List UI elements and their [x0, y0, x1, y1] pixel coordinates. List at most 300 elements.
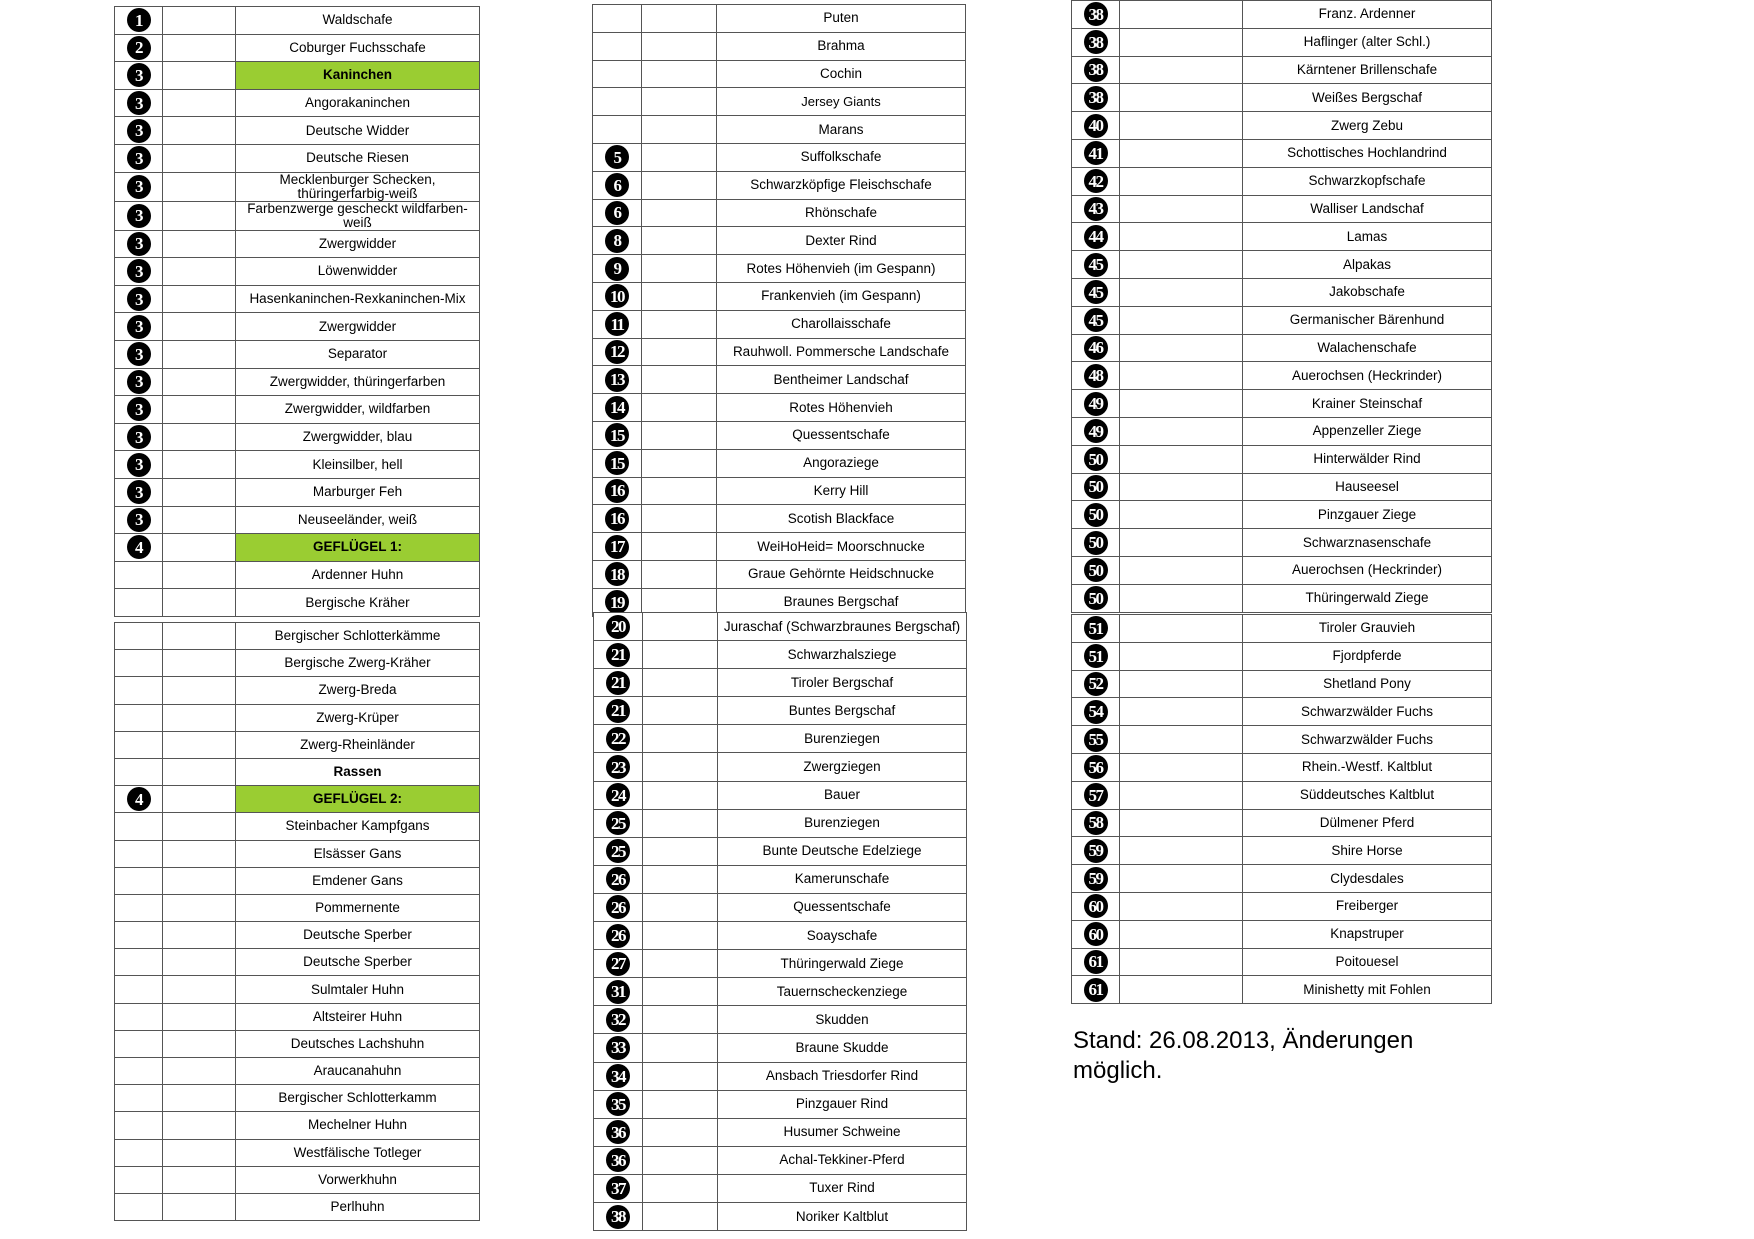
empty-cell — [1120, 948, 1243, 976]
empty-cell — [1120, 501, 1243, 529]
number-badge: 45 — [1084, 280, 1108, 304]
breed-name-cell: Ansbach Triesdorfer Rind — [718, 1062, 967, 1090]
number-cell — [115, 1030, 163, 1057]
empty-cell — [163, 1193, 236, 1220]
number-cell — [1072, 781, 1120, 809]
empty-cell — [1120, 28, 1243, 56]
empty-cell — [643, 1062, 718, 1090]
breed-name-cell: Altsteirer Huhn — [236, 1003, 480, 1030]
number-cell — [594, 781, 643, 809]
number-badge: 26 — [606, 924, 630, 948]
table-row — [115, 368, 480, 396]
breed-name-cell: Tiroler Bergschaf — [718, 669, 967, 697]
empty-cell — [1120, 809, 1243, 837]
table-row — [594, 669, 967, 697]
empty-cell — [642, 116, 717, 144]
number-badge: 50 — [1084, 558, 1108, 582]
number-badge: 18 — [605, 562, 629, 586]
number-badge: 17 — [605, 535, 629, 559]
breed-name-cell: Noriker Kaltblut — [718, 1202, 967, 1230]
empty-cell — [643, 950, 718, 978]
number-badge: 11 — [605, 312, 629, 336]
table-row — [115, 478, 480, 506]
number-badge: 36 — [606, 1148, 630, 1172]
empty-cell — [1120, 1, 1243, 29]
empty-cell — [643, 669, 718, 697]
breed-name-cell: Scotish Blackface — [717, 505, 966, 533]
empty-cell — [163, 1139, 236, 1166]
number-badge: 48 — [1084, 364, 1108, 388]
number-badge: 3 — [127, 370, 151, 394]
empty-cell — [1120, 473, 1243, 501]
table-row — [1072, 167, 1492, 195]
number-cell — [115, 840, 163, 867]
number-badge: 58 — [1084, 811, 1108, 835]
breed-name-cell: Deutsche Widder — [236, 117, 480, 145]
empty-cell — [1120, 334, 1243, 362]
empty-cell — [642, 282, 717, 310]
number-badge: 3 — [127, 119, 151, 143]
table-row — [1072, 28, 1492, 56]
number-cell — [115, 867, 163, 894]
number-cell — [594, 1062, 643, 1090]
empty-cell — [642, 60, 717, 88]
table-row — [1072, 417, 1492, 445]
breed-name-cell: Jersey Giants — [717, 88, 966, 116]
number-badge: 33 — [606, 1036, 630, 1060]
table-row — [115, 677, 480, 704]
table-row — [115, 258, 480, 286]
number-badge: 50 — [1084, 475, 1108, 499]
breed-name-cell: Schwarzhalsziege — [718, 641, 967, 669]
empty-cell — [643, 922, 718, 950]
number-cell — [115, 1112, 163, 1139]
number-cell — [594, 1090, 643, 1118]
number-badge: 41 — [1084, 141, 1108, 165]
table-row — [115, 1193, 480, 1220]
number-cell — [115, 731, 163, 758]
number-badge: 37 — [606, 1176, 630, 1200]
breed-name-cell: Ardenner Huhn — [236, 561, 480, 589]
empty-cell — [163, 589, 236, 617]
breed-name-cell: Zwergwidder, blau — [236, 423, 480, 451]
table-row — [593, 143, 966, 171]
number-cell — [115, 230, 163, 258]
table-row — [594, 950, 967, 978]
number-cell — [115, 1085, 163, 1112]
number-cell — [593, 449, 642, 477]
number-cell — [593, 143, 642, 171]
number-badge: 21 — [606, 643, 630, 667]
number-badge: 24 — [606, 783, 630, 807]
number-badge: 6 — [605, 201, 629, 225]
empty-cell — [1120, 84, 1243, 112]
breed-name-cell: Freiberger — [1243, 892, 1492, 920]
table-row — [593, 227, 966, 255]
empty-cell — [642, 32, 717, 60]
number-cell — [115, 62, 163, 90]
number-cell — [115, 1003, 163, 1030]
breed-name-cell: Neuseeländer, weiß — [236, 506, 480, 534]
table-row — [115, 7, 480, 35]
breed-name-cell: Knapstruper — [1243, 920, 1492, 948]
empty-cell — [1120, 278, 1243, 306]
empty-cell — [1120, 529, 1243, 557]
table-row — [115, 758, 480, 785]
breed-name-cell: Thüringerwald Ziege — [1243, 584, 1492, 612]
number-cell — [115, 396, 163, 424]
number-badge: 59 — [1084, 839, 1108, 863]
number-badge: 26 — [606, 895, 630, 919]
number-cell — [115, 1193, 163, 1220]
number-cell — [593, 199, 642, 227]
empty-cell — [163, 285, 236, 313]
empty-cell — [643, 837, 718, 865]
empty-cell — [1120, 753, 1243, 781]
number-cell — [115, 650, 163, 677]
number-badge: 55 — [1084, 728, 1108, 752]
number-cell — [115, 704, 163, 731]
number-cell — [1072, 698, 1120, 726]
number-cell — [1072, 809, 1120, 837]
breed-name-cell: Skudden — [718, 1006, 967, 1034]
empty-cell — [163, 230, 236, 258]
number-badge: 50 — [1084, 447, 1108, 471]
number-cell — [593, 255, 642, 283]
empty-cell — [163, 144, 236, 172]
table-row — [1072, 948, 1492, 976]
empty-cell — [1120, 837, 1243, 865]
number-cell — [1072, 837, 1120, 865]
breed-name-cell: Süddeutsches Kaltblut — [1243, 781, 1492, 809]
number-badge: 43 — [1084, 197, 1108, 221]
number-badge: 9 — [605, 257, 629, 281]
breed-name-cell: Perlhuhn — [236, 1193, 480, 1220]
empty-cell — [163, 813, 236, 840]
table-row — [593, 88, 966, 116]
number-cell — [115, 623, 163, 650]
number-badge: 16 — [605, 507, 629, 531]
empty-cell — [163, 534, 236, 562]
breed-name-cell: Marans — [717, 116, 966, 144]
number-cell — [1072, 223, 1120, 251]
breed-name-cell: Clydesdales — [1243, 865, 1492, 893]
number-badge: 3 — [127, 91, 151, 115]
number-cell — [115, 534, 163, 562]
empty-cell — [642, 421, 717, 449]
number-badge: 52 — [1084, 672, 1108, 696]
number-badge: 60 — [1084, 894, 1108, 918]
number-cell — [594, 865, 643, 893]
table-row — [594, 809, 967, 837]
number-cell — [593, 505, 642, 533]
empty-cell — [1120, 167, 1243, 195]
empty-cell — [1120, 251, 1243, 279]
table-row — [115, 1003, 480, 1030]
breed-name-cell: Auerochsen (Heckrinder) — [1243, 362, 1492, 390]
number-cell — [594, 1034, 643, 1062]
table-row — [594, 978, 967, 1006]
empty-cell — [163, 623, 236, 650]
number-badge: 57 — [1084, 783, 1108, 807]
number-badge: 19 — [605, 590, 629, 614]
number-cell — [115, 172, 163, 201]
number-cell — [115, 258, 163, 286]
table-row — [594, 613, 967, 641]
number-cell — [594, 1202, 643, 1230]
table-row — [593, 310, 966, 338]
table-row — [1072, 529, 1492, 557]
table-row — [115, 976, 480, 1003]
table-row — [1072, 112, 1492, 140]
table-row — [115, 534, 480, 562]
number-badge: 60 — [1084, 922, 1108, 946]
empty-cell — [642, 477, 717, 505]
number-cell — [1072, 334, 1120, 362]
number-cell — [1072, 84, 1120, 112]
number-cell — [1072, 390, 1120, 418]
breed-name-cell: Emdener Gans — [236, 867, 480, 894]
number-cell — [115, 976, 163, 1003]
breed-name-cell: Dexter Rind — [717, 227, 966, 255]
number-cell — [1072, 865, 1120, 893]
table-row — [594, 753, 967, 781]
breed-name-cell: Mecklenburger Schecken, thüringerfarbig-weiß — [236, 172, 480, 201]
number-cell — [115, 89, 163, 117]
number-badge: 13 — [605, 368, 629, 392]
number-badge: 3 — [127, 146, 151, 170]
number-badge: 15 — [605, 423, 629, 447]
breed-name-cell: Kleinsilber, hell — [236, 451, 480, 479]
empty-cell — [1120, 445, 1243, 473]
number-badge: 25 — [606, 839, 630, 863]
empty-cell — [163, 1030, 236, 1057]
table-row — [115, 922, 480, 949]
empty-cell — [163, 1112, 236, 1139]
table-row — [1072, 223, 1492, 251]
table-row — [593, 477, 966, 505]
table-row — [115, 34, 480, 62]
breed-name-cell: Schwarzwälder Fuchs — [1243, 698, 1492, 726]
number-badge: 3 — [127, 480, 151, 504]
breed-name-cell: Waldschafe — [236, 7, 480, 35]
breed-name-cell: Rotes Höhenvieh — [717, 394, 966, 422]
breed-name-cell: Bauer — [718, 781, 967, 809]
breed-name-cell: Achal-Tekkiner-Pferd — [718, 1146, 967, 1174]
table-row — [594, 865, 967, 893]
number-badge: 1 — [127, 8, 151, 32]
breed-name-cell: Rhönschafe — [717, 199, 966, 227]
number-cell — [115, 34, 163, 62]
empty-cell — [642, 171, 717, 199]
breed-name-cell: Pommernente — [236, 894, 480, 921]
breed-name-cell: Marburger Feh — [236, 478, 480, 506]
empty-cell — [1120, 615, 1243, 643]
table-col2-top — [592, 4, 966, 617]
number-cell — [115, 1166, 163, 1193]
number-badge: 61 — [1084, 950, 1108, 974]
breed-name-cell: Deutsche Riesen — [236, 144, 480, 172]
breed-name-cell: GEFLÜGEL 2: — [236, 786, 480, 813]
empty-cell — [163, 867, 236, 894]
number-cell — [593, 88, 642, 116]
number-cell — [1072, 445, 1120, 473]
number-cell — [1072, 167, 1120, 195]
empty-cell — [163, 786, 236, 813]
table-row — [115, 589, 480, 617]
number-badge: 34 — [606, 1064, 630, 1088]
empty-cell — [163, 561, 236, 589]
table-row — [594, 781, 967, 809]
number-cell — [1072, 584, 1120, 612]
empty-cell — [642, 227, 717, 255]
number-cell — [115, 677, 163, 704]
table-row — [594, 1090, 967, 1118]
breed-name-cell: Angorakaninchen — [236, 89, 480, 117]
breed-name-cell: Zwergwidder, wildfarben — [236, 396, 480, 424]
table-row — [1072, 390, 1492, 418]
table-row — [1072, 976, 1492, 1004]
number-badge: 45 — [1084, 253, 1108, 277]
number-badge: 3 — [127, 342, 151, 366]
number-badge: 3 — [127, 175, 151, 199]
breed-name-cell: Schwarzköpfige Fleischschafe — [717, 171, 966, 199]
empty-cell — [163, 117, 236, 145]
breed-name-cell: Appenzeller Ziege — [1243, 417, 1492, 445]
number-cell — [594, 753, 643, 781]
empty-cell — [642, 88, 717, 116]
number-cell — [594, 893, 643, 921]
number-badge: 36 — [606, 1120, 630, 1144]
number-badge: 51 — [1084, 616, 1108, 640]
empty-cell — [163, 758, 236, 785]
table-row — [115, 230, 480, 258]
breed-name-cell: Hinterwälder Rind — [1243, 445, 1492, 473]
empty-cell — [643, 893, 718, 921]
number-badge: 38 — [1084, 2, 1108, 26]
table-row — [1072, 892, 1492, 920]
breed-name-cell: Tauernscheckenziege — [718, 978, 967, 1006]
breed-name-cell: WeiHoHeid= Moorschnucke — [717, 533, 966, 561]
table-row — [115, 867, 480, 894]
table-row — [593, 449, 966, 477]
breed-name-cell: Rotes Höhenvieh (im Gespann) — [717, 255, 966, 283]
table-row — [1072, 139, 1492, 167]
breed-name-cell: Hauseesel — [1243, 473, 1492, 501]
breed-name-cell: Sulmtaler Huhn — [236, 976, 480, 1003]
breed-name-cell: Thüringerwald Ziege — [718, 950, 967, 978]
number-badge: 3 — [127, 204, 151, 228]
number-badge: 3 — [127, 397, 151, 421]
table-row — [115, 894, 480, 921]
table-col2-bottom — [593, 612, 967, 1231]
table-row — [115, 423, 480, 451]
table-row — [593, 5, 966, 33]
empty-cell — [163, 840, 236, 867]
breed-name-cell: Schottisches Hochlandrind — [1243, 139, 1492, 167]
empty-cell — [643, 725, 718, 753]
empty-cell — [642, 366, 717, 394]
table-row — [594, 1202, 967, 1230]
table-row — [593, 32, 966, 60]
empty-cell — [163, 1003, 236, 1030]
table-row — [593, 505, 966, 533]
number-cell — [1072, 28, 1120, 56]
breed-name-cell: Bergischer Schlotterkamm — [236, 1085, 480, 1112]
number-badge: 56 — [1084, 755, 1108, 779]
table-row — [115, 506, 480, 534]
breed-name-cell: Walachenschafe — [1243, 334, 1492, 362]
number-badge: 3 — [127, 232, 151, 256]
breed-name-cell: Schwarznasenschafe — [1243, 529, 1492, 557]
number-badge: 42 — [1084, 169, 1108, 193]
breed-name-cell: Zwerg-Krüper — [236, 704, 480, 731]
breed-name-cell: Burenziegen — [718, 725, 967, 753]
breed-name-cell: Graue Gehörnte Heidschnucke — [717, 560, 966, 588]
breed-name-cell: Steinbacher Kampfgans — [236, 813, 480, 840]
number-badge: 59 — [1084, 867, 1108, 891]
number-cell — [594, 950, 643, 978]
number-badge: 26 — [606, 867, 630, 891]
breed-name-cell: Zwergwidder, thüringerfarben — [236, 368, 480, 396]
breed-name-cell: Rhein.-Westf. Kaltblut — [1243, 753, 1492, 781]
empty-cell — [1120, 584, 1243, 612]
number-cell — [1072, 556, 1120, 584]
breed-name-cell: Coburger Fuchsschafe — [236, 34, 480, 62]
number-badge: 3 — [127, 425, 151, 449]
empty-cell — [163, 62, 236, 90]
breed-name-cell: Vorwerkhuhn — [236, 1166, 480, 1193]
breed-name-cell: Shetland Pony — [1243, 670, 1492, 698]
table-row — [115, 704, 480, 731]
number-badge: 4 — [127, 535, 151, 559]
number-cell — [593, 32, 642, 60]
number-cell — [593, 560, 642, 588]
number-cell — [115, 922, 163, 949]
table-row — [115, 1139, 480, 1166]
empty-cell — [642, 143, 717, 171]
breed-name-cell: Charollaisschafe — [717, 310, 966, 338]
empty-cell — [163, 1085, 236, 1112]
number-cell — [1072, 948, 1120, 976]
empty-cell — [1120, 726, 1243, 754]
table-row — [115, 786, 480, 813]
empty-cell — [1120, 306, 1243, 334]
empty-cell — [1120, 698, 1243, 726]
number-cell — [115, 758, 163, 785]
breed-name-cell: Löwenwidder — [236, 258, 480, 286]
number-cell — [115, 589, 163, 617]
breed-name-cell: Westfälische Totleger — [236, 1139, 480, 1166]
number-badge: 6 — [605, 173, 629, 197]
empty-cell — [163, 704, 236, 731]
number-cell — [1072, 753, 1120, 781]
empty-cell — [642, 394, 717, 422]
number-badge: 15 — [605, 451, 629, 475]
breed-name-cell: Bunte Deutsche Edelziege — [718, 837, 967, 865]
breed-name-cell: Schwarzkopfschafe — [1243, 167, 1492, 195]
number-cell — [594, 809, 643, 837]
empty-cell — [1120, 670, 1243, 698]
number-cell — [115, 7, 163, 35]
number-badge: 54 — [1084, 700, 1108, 724]
breed-name-cell: Husumer Schweine — [718, 1118, 967, 1146]
number-badge: 8 — [605, 229, 629, 253]
number-cell — [593, 338, 642, 366]
breed-name-cell: Dülmener Pferd — [1243, 809, 1492, 837]
breed-name-cell: Buntes Bergschaf — [718, 697, 967, 725]
table-row — [1072, 445, 1492, 473]
